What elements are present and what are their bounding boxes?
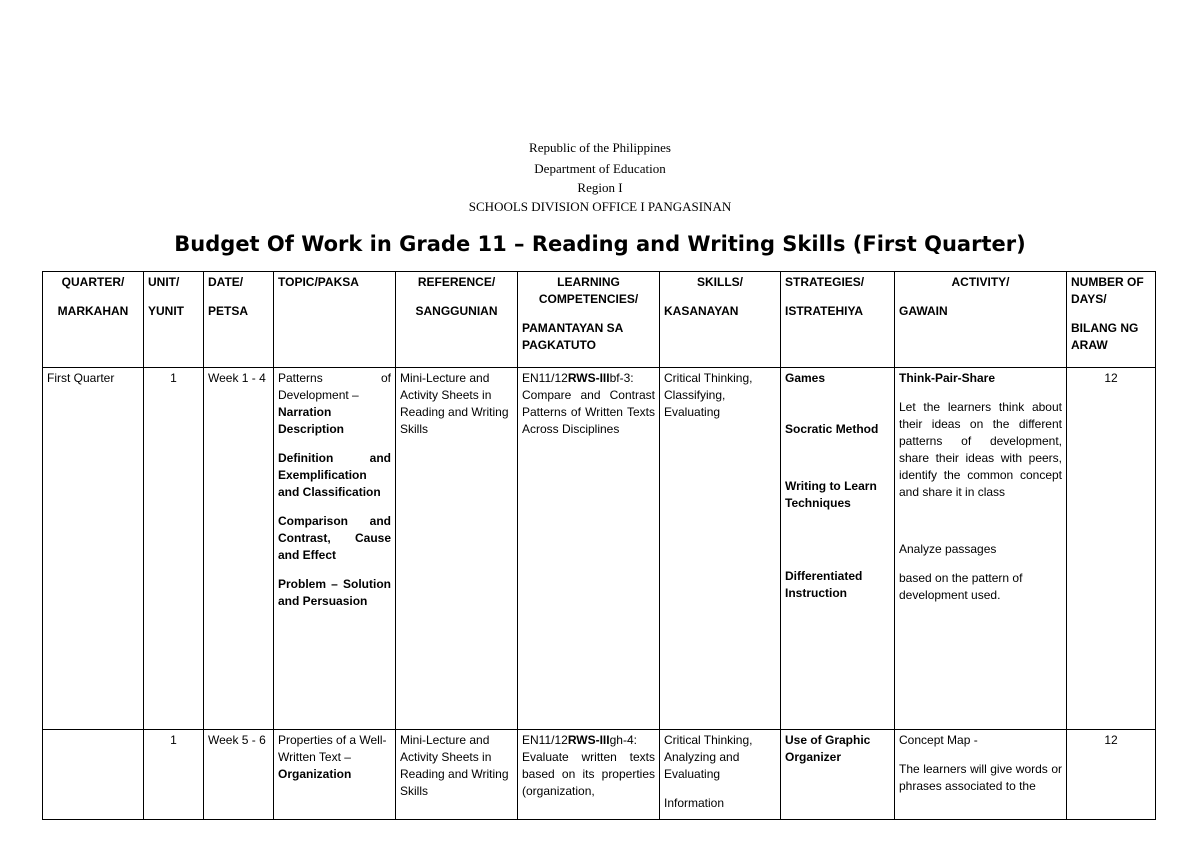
col-header-date: DATE/ PETSA [204,272,274,368]
cell-unit: 1 [144,730,204,820]
strategy-item: Use of Graphic Organizer [785,733,871,764]
cell-date: Week 5 - 6 [204,730,274,820]
table-row [43,368,1156,730]
cell-unit: 1 [144,368,204,730]
topic-item: Narration Description [278,405,345,436]
activity-text: Let the learners think about their ideas on the different patterns of development, share their ideas with peers, identify the common concept and share it in class [899,400,1062,499]
header-region: Region I [577,180,623,195]
activity-title: Think-Pair-Share [899,371,996,385]
table-header-row [43,272,1156,368]
table-row [43,730,1156,820]
cell-skills: Critical Thinking, Classifying, Evaluating [660,368,781,730]
col-header-activity: ACTIVITY/ GAWAIN [895,272,1067,368]
strategy-item: Socratic Method [785,422,879,436]
budget-of-work-table [42,271,1156,820]
strategy-item: Writing to Learn Techniques [785,479,877,510]
col-header-unit: UNIT/ YUNIT [144,272,204,368]
cell-quarter [43,730,144,820]
cell-topic [274,368,396,730]
col-header-topic: TOPIC/PAKSA [274,272,396,368]
cell-competency: EN11/12RWS-IIIgh-4: Evaluate written texts based on its properties (organization, [518,730,660,820]
cell-days: 12 [1067,368,1156,730]
cell-quarter: First Quarter [43,368,144,730]
col-header-strategies: STRATEGIES/ ISTRATEHIYA [781,272,895,368]
col-header-quarter: QUARTER/ MARKAHAN [43,272,144,368]
col-header-reference: REFERENCE/ SANGGUNIAN [396,272,518,368]
cell-competency: EN11/12RWS-IIIbf-3: Compare and Contrast Patterns of Written Texts Across Disciplines [518,368,660,730]
topic-item: Comparison and Contrast, Cause and Effect [278,514,391,562]
col-header-days: NUMBER OF DAYS/ BILANG NG ARAW [1067,272,1156,368]
cell-strategies [781,730,895,820]
activity-text: The learners will give words or phrases associated to the [899,762,1062,793]
cell-topic [274,730,396,820]
document-title: Budget Of Work in Grade 11 – Reading and Writing Skills (First Quarter) [174,232,1026,256]
header-country: Republic of the Philippines [529,140,671,155]
cell-strategies [781,368,895,730]
cell-days: 12 [1067,730,1156,820]
cell-activity [895,730,1067,820]
topic-item: Organization [278,767,352,781]
header-division: SCHOOLS DIVISION OFFICE I PANGASINAN [468,199,732,214]
cell-reference: Mini-Lecture and Activity Sheets in Reading and Writing Skills [396,730,518,820]
col-header-skills: SKILLS/ KASANAYAN [660,272,781,368]
cell-skills: Critical Thinking, Analyzing and Evaluating Information [660,730,781,820]
activity-text: Analyze passages [899,542,997,556]
strategy-item: Games [785,371,826,385]
col-header-competencies: LEARNING COMPETENCIES/ PAMANTAYAN SA PAGKATUTO [518,272,660,368]
cell-activity [895,368,1067,730]
topic-intro: Patterns of Development – [278,371,391,402]
topic-item: Definition and Exemplification and Classification [278,451,391,499]
strategy-item: Differentiated Instruction [785,569,863,600]
cell-reference: Mini-Lecture and Activity Sheets in Reading and Writing Skills [396,368,518,730]
cell-date: Week 1 - 4 [204,368,274,730]
topic-item: Problem – Solution and Persuasion [278,577,391,608]
activity-text: based on the pattern of development used. [899,571,1023,602]
activity-title: Concept Map - [899,733,978,747]
header-department: Department of Education [534,161,666,176]
topic-intro: Properties of a Well-Written Text – [278,733,387,764]
